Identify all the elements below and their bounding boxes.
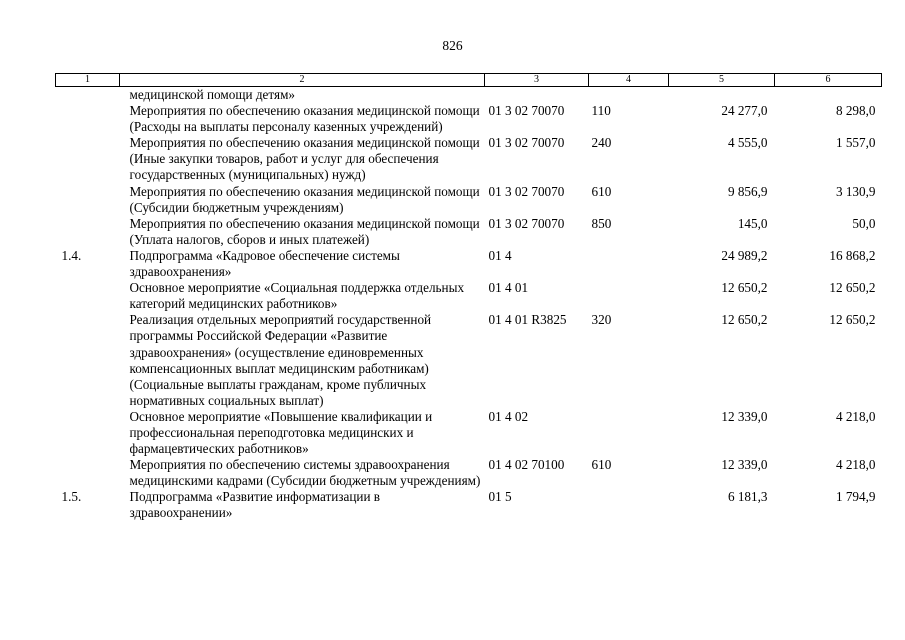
column-header: 2 [120, 74, 485, 87]
row-name: Мероприятия по обеспечению оказания медицинской помощи (Расходы на выплаты персоналу казенных учреждений) [129, 103, 480, 135]
row-name: Подпрограмма «Развитие информатизации в здравоохранении» [129, 489, 381, 521]
page-number: 826 [442, 38, 463, 53]
row-amount-1: 12 650,2 [721, 280, 768, 296]
row-amount-1 [669, 87, 775, 104]
row-amount-2: 12 650,2 [829, 312, 876, 328]
row-name: медицинской помощи детям» [129, 87, 296, 102]
row-amount-1: 12 339,0 [721, 408, 768, 424]
row-amount-1: 145,0 [737, 215, 768, 231]
budget-table [55, 73, 882, 522]
row-number [56, 457, 120, 489]
row-name: Основное мероприятие «Повышение квалификации и профессиональная переподготовка медицинских и фармацевтических работников» [129, 408, 433, 457]
row-amount-1: 24 277,0 [721, 103, 768, 119]
column-header: 5 [669, 74, 775, 87]
row-amount-1: 9 856,9 [727, 183, 768, 199]
row-amount-2: 3 130,9 [835, 183, 876, 199]
column-number-row [56, 74, 882, 87]
row-name: Мероприятия по обеспечению оказания медицинской помощи (Уплата налогов, сборов и иных платежей) [129, 215, 480, 247]
row-code: 01 3 02 70070 [488, 183, 565, 199]
row-amount-1: 4 555,0 [727, 135, 768, 151]
row-amount-2 [775, 87, 882, 104]
row-amount-2: 1 794,9 [835, 489, 876, 505]
row-amount-2: 4 218,0 [835, 408, 876, 424]
row-code: 01 3 02 70070 [488, 103, 565, 119]
row-name: Мероприятия по обеспечению оказания медицинской помощи (Иные закупки товаров, работ и услуг для обеспечения государственных (муниципальных) нужд) [129, 135, 480, 183]
row-expense-type: 610 [591, 457, 612, 473]
row-code: 01 4 01 [488, 280, 529, 296]
row-code: 01 4 01 R3825 [488, 312, 567, 328]
row-amount-2: 8 298,0 [835, 103, 876, 119]
row-code: 01 3 02 70070 [488, 135, 565, 151]
column-header: 1 [56, 74, 120, 87]
table-row [56, 457, 882, 489]
table-row [56, 312, 882, 409]
column-header: 3 [485, 74, 589, 87]
table-row [56, 280, 882, 312]
row-code: 01 5 [488, 489, 512, 505]
row-name: Подпрограмма «Кадровое обеспечение системы здравоохранения» [129, 247, 400, 280]
row-number [56, 312, 120, 409]
row-name: Мероприятия по обеспечению системы здравоохранения медицинскими кадрами (Субсидии бюджетным учреждениям) [129, 457, 481, 489]
row-name: Основное мероприятие «Социальная поддержка отдельных категорий медицинских работников» [129, 280, 465, 312]
table-row [56, 409, 882, 457]
row-number [56, 409, 120, 457]
row-number [56, 216, 120, 248]
table-row [56, 87, 882, 104]
table-body [56, 87, 882, 522]
row-code: 01 4 02 70100 [488, 457, 565, 473]
row-number: 1.5. [61, 489, 82, 505]
row-amount-1: 6 181,3 [727, 489, 768, 505]
table-row [56, 489, 882, 521]
table-row [56, 184, 882, 216]
row-code [485, 87, 589, 104]
row-number [56, 280, 120, 312]
row-number [56, 184, 120, 216]
row-expense-type [589, 280, 669, 312]
row-expense-type [589, 248, 669, 280]
row-amount-2: 4 218,0 [835, 457, 876, 473]
row-number [56, 103, 120, 135]
table-row [56, 135, 882, 183]
table-row [56, 248, 882, 280]
row-expense-type: 320 [591, 312, 612, 328]
row-code: 01 4 02 [488, 408, 529, 424]
row-amount-2: 12 650,2 [829, 280, 876, 296]
row-amount-2: 50,0 [852, 215, 876, 231]
row-amount-2: 16 868,2 [829, 247, 876, 263]
row-expense-type: 110 [591, 103, 611, 119]
column-header: 4 [589, 74, 669, 87]
row-expense-type [589, 489, 669, 521]
row-expense-type: 850 [591, 215, 612, 231]
row-code: 01 3 02 70070 [488, 215, 565, 231]
row-amount-1: 24 989,2 [721, 247, 768, 263]
row-number [56, 87, 120, 104]
row-expense-type: 610 [591, 183, 612, 199]
table-row [56, 103, 882, 135]
table-row [56, 216, 882, 248]
row-expense-type [589, 87, 669, 104]
row-amount-2: 1 557,0 [835, 135, 876, 151]
row-number [56, 135, 120, 183]
row-name: Реализация отдельных мероприятий государственной программы Российской Федерации «Развитие здравоохранения» (осуществление единовременных компенсационных выплат медицинским работникам) (Социальные выплаты гражданам, кроме публичных нормативных социальных выплат) [129, 312, 432, 408]
row-amount-1: 12 339,0 [721, 457, 768, 473]
row-number: 1.4. [61, 247, 82, 263]
row-name: Мероприятия по обеспечению оказания медицинской помощи (Субсидии бюджетным учреждениям) [129, 183, 480, 215]
row-code: 01 4 [488, 247, 512, 263]
row-expense-type: 240 [591, 135, 612, 151]
row-amount-1: 12 650,2 [721, 312, 768, 328]
column-header: 6 [775, 74, 882, 87]
row-expense-type [589, 409, 669, 457]
